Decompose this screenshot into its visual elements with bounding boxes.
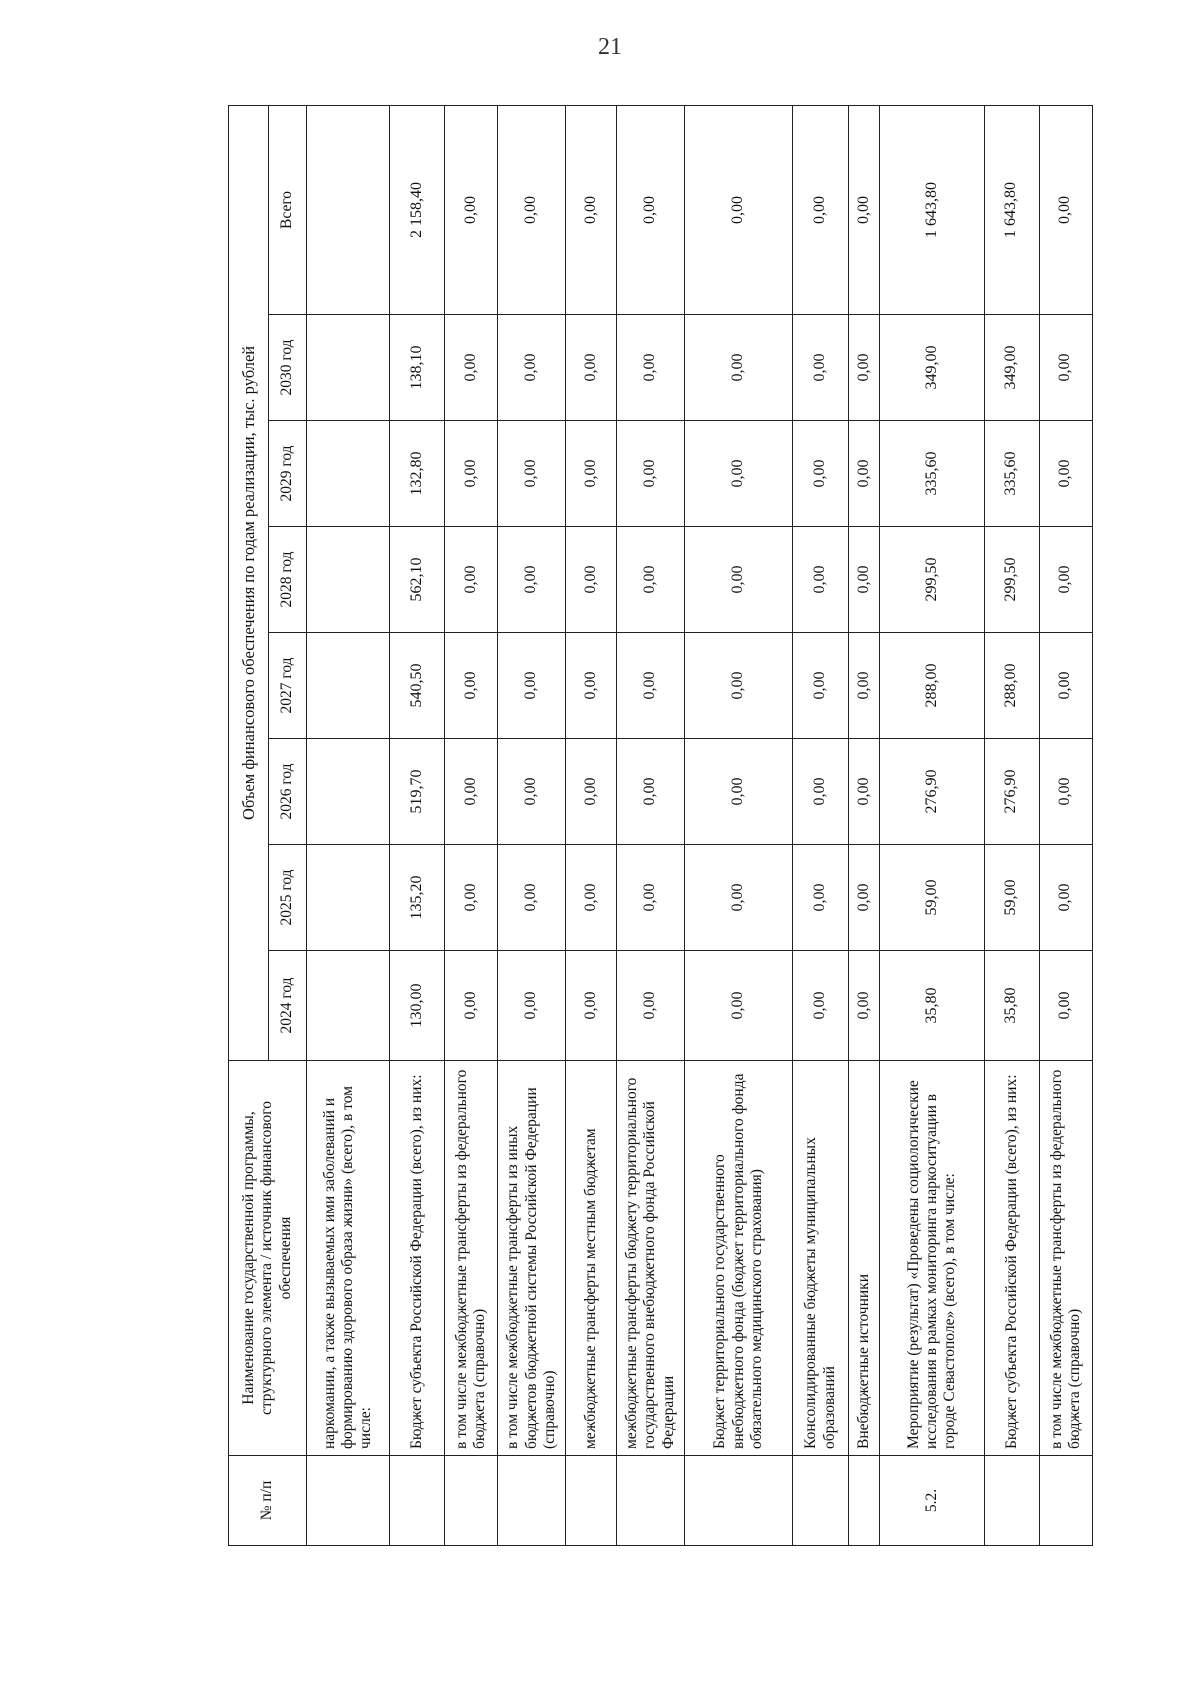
col-header-group: Объем финансового обеспечения по годам реализации, тыс. рублей bbox=[229, 105, 269, 1060]
table-row bbox=[307, 105, 390, 1545]
table-row bbox=[984, 105, 1039, 1545]
total-cell: 1 643,80 bbox=[984, 105, 1039, 314]
value-cell: 0,00 bbox=[1039, 951, 1092, 1061]
value-cell: 0,00 bbox=[685, 421, 793, 527]
value-cell: 0,00 bbox=[617, 845, 685, 951]
row-name: Бюджет субъекта Российской Федерации (всего), из них: bbox=[389, 1061, 444, 1456]
value-cell: 0,00 bbox=[793, 951, 848, 1061]
table-row bbox=[793, 105, 848, 1545]
value-cell: 130,00 bbox=[389, 951, 444, 1061]
row-number bbox=[445, 1456, 498, 1546]
total-cell: 2 158,40 bbox=[389, 105, 444, 314]
value-cell: 0,00 bbox=[498, 421, 566, 527]
value-cell: 0,00 bbox=[566, 315, 617, 421]
value-cell: 0,00 bbox=[445, 633, 498, 739]
value-cell: 0,00 bbox=[498, 845, 566, 951]
total-cell: 1 643,80 bbox=[880, 105, 984, 314]
value-cell: 0,00 bbox=[617, 421, 685, 527]
total-cell: 0,00 bbox=[617, 105, 685, 314]
col-header-number: № п/п bbox=[229, 1456, 307, 1546]
value-cell: 0,00 bbox=[566, 739, 617, 845]
table-row bbox=[389, 105, 444, 1545]
row-name: Консолидированные бюджеты муниципальных образований bbox=[793, 1061, 848, 1456]
value-cell bbox=[307, 633, 390, 739]
total-cell: 0,00 bbox=[848, 105, 880, 314]
value-cell: 35,80 bbox=[984, 951, 1039, 1061]
value-cell: 562,10 bbox=[389, 527, 444, 633]
financing-table bbox=[228, 105, 1093, 1546]
value-cell: 299,50 bbox=[984, 527, 1039, 633]
value-cell: 0,00 bbox=[617, 527, 685, 633]
value-cell: 288,00 bbox=[880, 633, 984, 739]
value-cell: 0,00 bbox=[685, 951, 793, 1061]
value-cell: 0,00 bbox=[848, 527, 880, 633]
value-cell: 0,00 bbox=[498, 951, 566, 1061]
value-cell: 0,00 bbox=[685, 527, 793, 633]
rotated-table-wrapper bbox=[228, 106, 1093, 1546]
value-cell: 0,00 bbox=[848, 315, 880, 421]
value-cell bbox=[307, 739, 390, 845]
value-cell: 0,00 bbox=[1039, 845, 1092, 951]
value-cell: 0,00 bbox=[685, 633, 793, 739]
total-header: Всего bbox=[269, 105, 307, 314]
value-cell: 0,00 bbox=[1039, 315, 1092, 421]
table-row bbox=[1039, 105, 1092, 1545]
row-number bbox=[389, 1456, 444, 1546]
value-cell: 335,60 bbox=[984, 421, 1039, 527]
value-cell: 0,00 bbox=[617, 633, 685, 739]
total-cell: 0,00 bbox=[498, 105, 566, 314]
value-cell: 0,00 bbox=[445, 739, 498, 845]
value-cell: 0,00 bbox=[685, 739, 793, 845]
row-number bbox=[848, 1456, 880, 1546]
row-number: 5.2. bbox=[880, 1456, 984, 1546]
value-cell: 0,00 bbox=[1039, 633, 1092, 739]
value-cell: 0,00 bbox=[617, 315, 685, 421]
row-number bbox=[1039, 1456, 1092, 1546]
value-cell: 0,00 bbox=[685, 315, 793, 421]
value-cell: 0,00 bbox=[685, 845, 793, 951]
value-cell: 59,00 bbox=[984, 845, 1039, 951]
value-cell: 0,00 bbox=[445, 527, 498, 633]
value-cell: 0,00 bbox=[445, 315, 498, 421]
value-cell: 299,50 bbox=[880, 527, 984, 633]
row-name: Внебюджетные источники bbox=[848, 1061, 880, 1456]
year-header: 2028 год bbox=[269, 527, 307, 633]
row-number bbox=[685, 1456, 793, 1546]
value-cell: 0,00 bbox=[1039, 527, 1092, 633]
year-header: 2029 год bbox=[269, 421, 307, 527]
value-cell: 0,00 bbox=[1039, 421, 1092, 527]
row-name: в том числе межбюджетные трансферты из федерального бюджета (справочно) bbox=[1039, 1061, 1092, 1456]
value-cell: 0,00 bbox=[793, 633, 848, 739]
value-cell: 0,00 bbox=[445, 845, 498, 951]
total-cell bbox=[307, 105, 390, 314]
value-cell bbox=[307, 845, 390, 951]
value-cell: 0,00 bbox=[566, 421, 617, 527]
value-cell: 0,00 bbox=[848, 739, 880, 845]
value-cell: 0,00 bbox=[566, 845, 617, 951]
value-cell: 0,00 bbox=[445, 951, 498, 1061]
value-cell: 0,00 bbox=[566, 633, 617, 739]
year-header: 2030 год bbox=[269, 315, 307, 421]
total-cell: 0,00 bbox=[793, 105, 848, 314]
row-name: Бюджет территориального государственного внебюджетного фонда (бюджет территориального фонда обязательного медицинского страхования) bbox=[685, 1061, 793, 1456]
value-cell: 0,00 bbox=[617, 739, 685, 845]
row-number bbox=[617, 1456, 685, 1546]
value-cell: 135,20 bbox=[389, 845, 444, 951]
value-cell: 519,70 bbox=[389, 739, 444, 845]
value-cell: 0,00 bbox=[793, 739, 848, 845]
year-header: 2024 год bbox=[269, 951, 307, 1061]
value-cell: 0,00 bbox=[793, 527, 848, 633]
row-number bbox=[793, 1456, 848, 1546]
value-cell: 0,00 bbox=[617, 951, 685, 1061]
value-cell: 0,00 bbox=[793, 845, 848, 951]
value-cell bbox=[307, 527, 390, 633]
value-cell: 132,80 bbox=[389, 421, 444, 527]
table-row bbox=[498, 105, 566, 1545]
value-cell bbox=[307, 951, 390, 1061]
total-cell: 0,00 bbox=[685, 105, 793, 314]
table-row bbox=[848, 105, 880, 1545]
value-cell: 276,90 bbox=[984, 739, 1039, 845]
total-cell: 0,00 bbox=[445, 105, 498, 314]
value-cell: 0,00 bbox=[498, 315, 566, 421]
year-header: 2027 год bbox=[269, 633, 307, 739]
value-cell: 0,00 bbox=[793, 315, 848, 421]
table-row bbox=[880, 105, 984, 1545]
value-cell: 138,10 bbox=[389, 315, 444, 421]
row-name: наркомании, а также вызываемых ими заболеваний и формированию здорового образа жизни» (всего), в том числе: bbox=[307, 1061, 390, 1456]
year-header: 2025 год bbox=[269, 845, 307, 951]
row-name: Бюджет субъекта Российской Федерации (всего), из них: bbox=[984, 1061, 1039, 1456]
value-cell: 0,00 bbox=[566, 527, 617, 633]
value-cell: 0,00 bbox=[498, 527, 566, 633]
value-cell: 335,60 bbox=[880, 421, 984, 527]
value-cell: 0,00 bbox=[793, 421, 848, 527]
row-number bbox=[984, 1456, 1039, 1546]
value-cell bbox=[307, 315, 390, 421]
value-cell: 349,00 bbox=[984, 315, 1039, 421]
value-cell: 0,00 bbox=[848, 951, 880, 1061]
year-header: 2026 год bbox=[269, 739, 307, 845]
table-row bbox=[566, 105, 617, 1545]
value-cell: 276,90 bbox=[880, 739, 984, 845]
table-row bbox=[685, 105, 793, 1545]
col-header-name: Наименование государственной программы, структурного элемента / источник финансового обеспечения bbox=[229, 1061, 307, 1456]
value-cell: 35,80 bbox=[880, 951, 984, 1061]
row-name: в том числе межбюджетные трансферты из иных бюджетов бюджетной системы Российской Федерации (справочно) bbox=[498, 1061, 566, 1456]
table-row bbox=[445, 105, 498, 1545]
total-cell: 0,00 bbox=[1039, 105, 1092, 314]
value-cell: 0,00 bbox=[848, 421, 880, 527]
value-cell: 540,50 bbox=[389, 633, 444, 739]
row-name: межбюджетные трансферты местным бюджетам bbox=[566, 1061, 617, 1456]
value-cell: 288,00 bbox=[984, 633, 1039, 739]
value-cell: 0,00 bbox=[498, 739, 566, 845]
row-number bbox=[307, 1456, 390, 1546]
header-row-1 bbox=[229, 105, 269, 1545]
row-name: Мероприятие (результат) «Проведены социологические исследования в рамках мониторинга наркоситуации в городе Севастополе» (всего), в том числе: bbox=[880, 1061, 984, 1456]
value-cell: 0,00 bbox=[445, 421, 498, 527]
row-name: межбюджетные трансферты бюджету территориального государственного внебюджетного фонда Российской Федерации bbox=[617, 1061, 685, 1456]
value-cell: 59,00 bbox=[880, 845, 984, 951]
value-cell: 0,00 bbox=[848, 633, 880, 739]
value-cell: 0,00 bbox=[566, 951, 617, 1061]
total-cell: 0,00 bbox=[566, 105, 617, 314]
row-name: в том числе межбюджетные трансферты из федерального бюджета (справочно) bbox=[445, 1061, 498, 1456]
page-number: 21 bbox=[598, 34, 622, 60]
row-number bbox=[498, 1456, 566, 1546]
row-number bbox=[566, 1456, 617, 1546]
value-cell: 0,00 bbox=[848, 845, 880, 951]
table-row bbox=[617, 105, 685, 1545]
value-cell bbox=[307, 421, 390, 527]
value-cell: 0,00 bbox=[1039, 739, 1092, 845]
value-cell: 349,00 bbox=[880, 315, 984, 421]
value-cell: 0,00 bbox=[498, 633, 566, 739]
